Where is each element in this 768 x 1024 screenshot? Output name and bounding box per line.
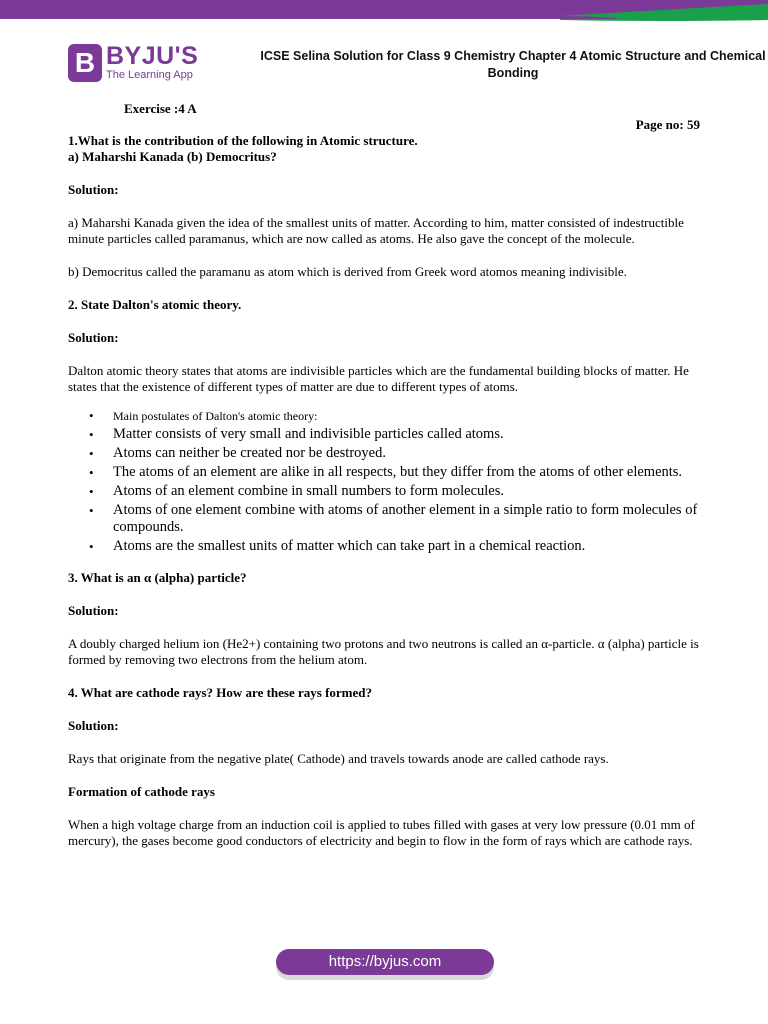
q4-formation-heading: Formation of cathode rays bbox=[68, 784, 215, 799]
q4-formation-text: When a high voltage charge from an induction coil is applied to tubes filled with gases at very low pressure (0.01 mm of mercury), the gases become good conductors of electricity and begin to flow in the form of rays which are cathode rays. bbox=[68, 817, 695, 848]
logo-badge: B bbox=[68, 44, 102, 82]
exercise-label: Exercise :4 A bbox=[124, 101, 197, 116]
q1-title: 1.What is the contribution of the following in Atomic structure. bbox=[68, 133, 418, 148]
q3-title: 3. What is an α (alpha) particle? bbox=[68, 570, 247, 585]
q1-answer-a: a) Maharshi Kanada given the idea of the smallest units of matter. According to him, matter consisted of indestructible minute particles called paramanus, which are now called as atoms. He also gave the concept of the molecule. bbox=[68, 215, 684, 246]
logo-tagline: The Learning App bbox=[106, 69, 193, 81]
top-decorative-bar bbox=[0, 0, 768, 30]
logo-name: BYJU'S bbox=[106, 42, 199, 70]
list-item: • Atoms can neither be created nor be destroyed. bbox=[113, 445, 700, 462]
list-item: • Atoms of one element combine with atoms of another element in a simple ratio to form molecules of compounds. bbox=[113, 502, 700, 536]
byjus-logo bbox=[68, 44, 198, 82]
q4-solution-label: Solution: bbox=[68, 718, 119, 733]
q2-answer: Dalton atomic theory states that atoms are indivisible particles which are the fundamental building blocks of matter. He states that the existence of different types of matter are due to different types of atoms. bbox=[68, 363, 689, 394]
dalton-postulates-list bbox=[68, 408, 700, 555]
logo-text bbox=[106, 44, 198, 82]
top-bar-graphic bbox=[0, 0, 768, 30]
list-item: • The atoms of an element are alike in all respects, but they differ from the atoms of other elements. bbox=[113, 464, 700, 481]
q4-answer: Rays that originate from the negative plate( Cathode) and travels towards anode are called cathode rays. bbox=[68, 751, 609, 766]
page-number: Page no: 59 bbox=[635, 117, 700, 132]
q1-answer-b: b) Democritus called the paramanu as atom which is derived from Greek word atomos meaning indivisible. bbox=[68, 264, 627, 279]
q1-solution-label: Solution: bbox=[68, 182, 119, 197]
list-item: • Matter consists of very small and indivisible particles called atoms. bbox=[113, 426, 700, 443]
document-title: ICSE Selina Solution for Class 9 Chemistry Chapter 4 Atomic Structure and Chemical Bonding bbox=[260, 49, 766, 80]
q2-solution-label: Solution: bbox=[68, 330, 119, 345]
q2-title: 2. State Dalton's atomic theory. bbox=[68, 297, 242, 312]
q3-answer: A doubly charged helium ion (He2+) containing two protons and two neutrons is called an α-particle. α (alpha) particle is formed by removing two electrons from the helium atom. bbox=[68, 636, 699, 667]
document-body bbox=[68, 133, 700, 849]
list-item: • Atoms are the smallest units of matter which can take part in a chemical reaction. bbox=[113, 538, 700, 555]
q4-title: 4. What are cathode rays? How are these rays formed? bbox=[68, 685, 373, 700]
list-item: • Atoms of an element combine in small numbers to form molecules. bbox=[113, 483, 700, 500]
list-item: • Main postulates of Dalton's atomic theory: bbox=[113, 408, 700, 424]
footer-url-link[interactable]: https://byjus.com bbox=[276, 949, 494, 975]
q1-subtitle: a) Maharshi Kanada (b) Democritus? bbox=[68, 149, 277, 164]
q3-solution-label: Solution: bbox=[68, 603, 119, 618]
